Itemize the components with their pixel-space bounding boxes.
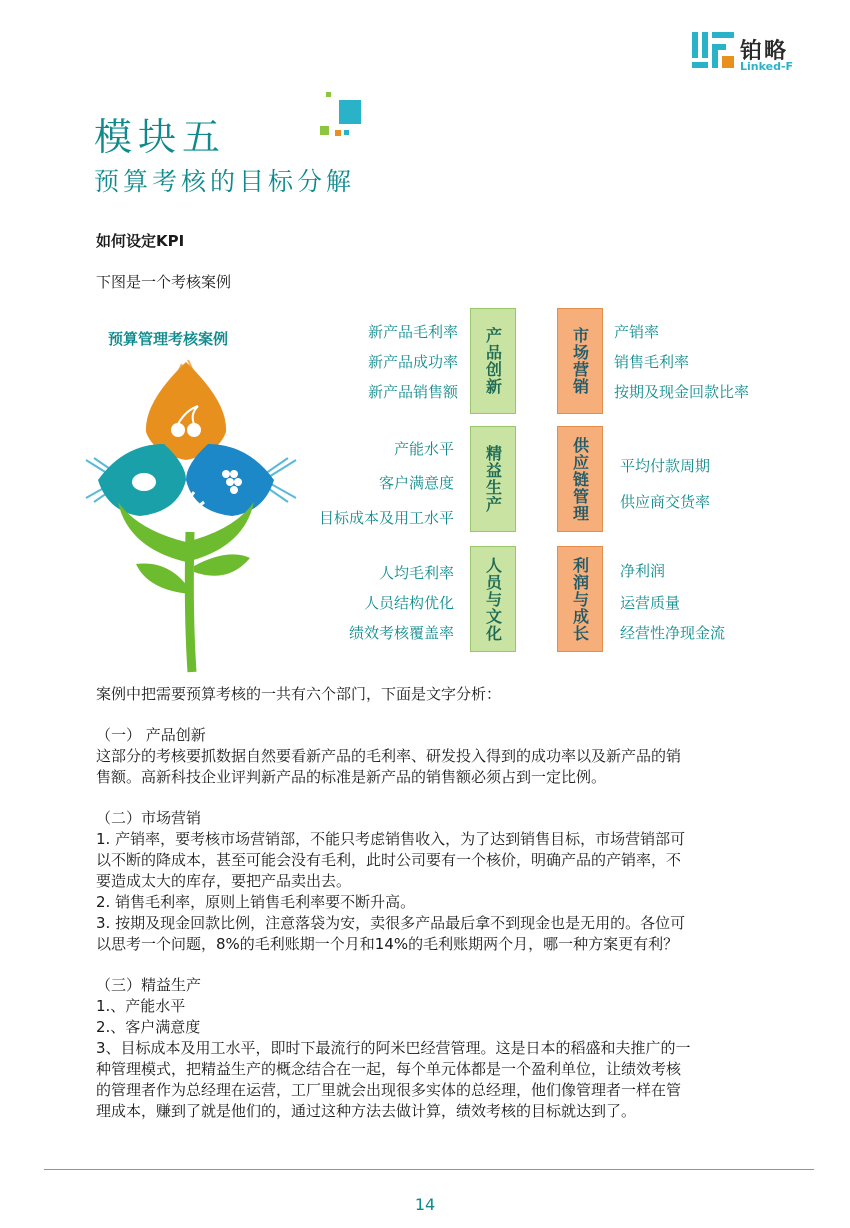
box-supply-chain xyxy=(557,426,603,532)
intro-text: 下图是一个考核案例 xyxy=(96,273,232,291)
title-decoration-icon xyxy=(318,92,364,144)
section-marketing xyxy=(96,808,766,955)
metric-new-product-margin: 新产品毛利率 xyxy=(367,323,458,341)
paragraph-line: 1.、产能水平 xyxy=(96,997,186,1015)
section-heading: 如何设定KPI xyxy=(96,232,185,250)
paragraph-line: 1. 产销率，要考核市场营销部，不能只考虑销售收入，为了达到销售目标，市场营销部可 xyxy=(96,830,686,848)
brand-logo xyxy=(692,32,812,74)
section-lean-production xyxy=(96,975,766,1122)
logo-name: 铂略 xyxy=(740,39,789,64)
paragraph-line: 种管理模式，把精益生产的概念结合在一起，每个单元体都是一个盈利单位，让绩效考核 xyxy=(96,1060,682,1078)
box-label-profit-growth: 利润与成长 xyxy=(570,556,590,642)
box-marketing xyxy=(557,308,603,414)
paragraph-line: 2. 销售毛利率，原则上销售毛利率要不断升高。 xyxy=(96,893,416,911)
metric-target-cost: 目标成本及用工水平 xyxy=(318,509,454,527)
plant-illustration-icon xyxy=(78,352,308,677)
metric-customer-satisfaction: 客户满意度 xyxy=(378,474,454,492)
paragraph-line: 这部分的考核要抓数据自然要看新产品的毛利率、研发投入得到的成功率以及新产品的销 xyxy=(96,747,682,765)
metric-staff-structure: 人员结构优化 xyxy=(363,594,454,612)
box-label-lean-production: 精益生产 xyxy=(483,445,503,513)
metric-payment-cycle: 平均付款周期 xyxy=(620,457,711,475)
section-product-innovation xyxy=(96,725,766,788)
box-product-innovation xyxy=(470,308,516,414)
paragraph-line: 以思考一个问题，8%的毛利账期一个月和14%的毛利账期两个月，哪一种方案更有利？ xyxy=(96,935,679,953)
metric-capacity: 产能水平 xyxy=(393,440,454,458)
metric-operating-cashflow: 经营性净现金流 xyxy=(620,624,726,642)
paragraph-line: 以不断的降成本，甚至可能会没有毛利，此时公司要有一个核价，明确产品的产销率，不 xyxy=(96,851,682,869)
module-title: 模块五 xyxy=(94,115,227,159)
section-title: （一） 产品创新 xyxy=(96,726,206,744)
summary-text: 案例中把需要预算考核的一共有六个部门，下面是文字分析： xyxy=(96,685,502,703)
paragraph-line: 售额。高新科技企业评判新产品的标准是新产品的销售额必须占到一定比例。 xyxy=(96,768,607,786)
metric-operating-quality: 运营质量 xyxy=(620,594,681,612)
box-lean-production xyxy=(470,426,516,532)
paragraph-line: 的管理者作为总经理在运营，工厂里就会出现很多实体的总经理，他们像管理者一样在管 xyxy=(96,1081,682,1099)
box-label-product-innovation: 产品创新 xyxy=(483,327,503,395)
section-title: （三）精益生产 xyxy=(96,976,202,994)
paragraph-line: 3、目标成本及用工水平，即时下最流行的阿米巴经营管理。这是日本的稻盛和夫推广的一 xyxy=(96,1039,691,1057)
module-subtitle: 预算考核的目标分解 xyxy=(94,167,356,196)
box-label-supply-chain: 供应链管理 xyxy=(570,436,590,522)
metric-appraisal-coverage: 绩效考核覆盖率 xyxy=(348,624,454,642)
diagram-title: 预算管理考核案例 xyxy=(108,330,229,348)
metric-sell-through: 产销率 xyxy=(614,323,660,341)
box-profit-growth xyxy=(557,546,603,652)
paragraph-line: 3. 按期及现金回款比例，注意落袋为安，卖很多产品最后拿不到现金也是无用的。各位可 xyxy=(96,914,686,932)
metric-new-product-success: 新产品成功率 xyxy=(367,353,458,371)
logo-mark-icon xyxy=(692,32,734,72)
page-number: 14 xyxy=(414,1195,436,1214)
footer-divider xyxy=(44,1169,814,1170)
paragraph-line: 理成本，赚到了就是他们的，通过这种方法去做计算，绩效考核的目标就达到了。 xyxy=(96,1102,637,1120)
logo-subname: Linked-F xyxy=(740,60,794,73)
box-people-culture xyxy=(470,546,516,652)
section-title: （二）市场营销 xyxy=(96,809,202,827)
metric-supplier-delivery: 供应商交货率 xyxy=(620,493,711,511)
paragraph-line: 2.、客户满意度 xyxy=(96,1018,201,1036)
metric-sales-margin: 销售毛利率 xyxy=(614,353,690,371)
paragraph-line: 要造成太大的库存，要把产品卖出去。 xyxy=(96,872,352,890)
metric-collection-ratio: 按期及现金回款比率 xyxy=(614,383,750,401)
metric-net-profit: 净利润 xyxy=(620,562,666,580)
metric-new-product-sales: 新产品销售额 xyxy=(367,383,458,401)
box-label-people-culture: 人员与文化 xyxy=(483,556,503,642)
box-label-marketing: 市场营销 xyxy=(570,327,590,395)
metric-per-capita-margin: 人均毛利率 xyxy=(378,564,454,582)
